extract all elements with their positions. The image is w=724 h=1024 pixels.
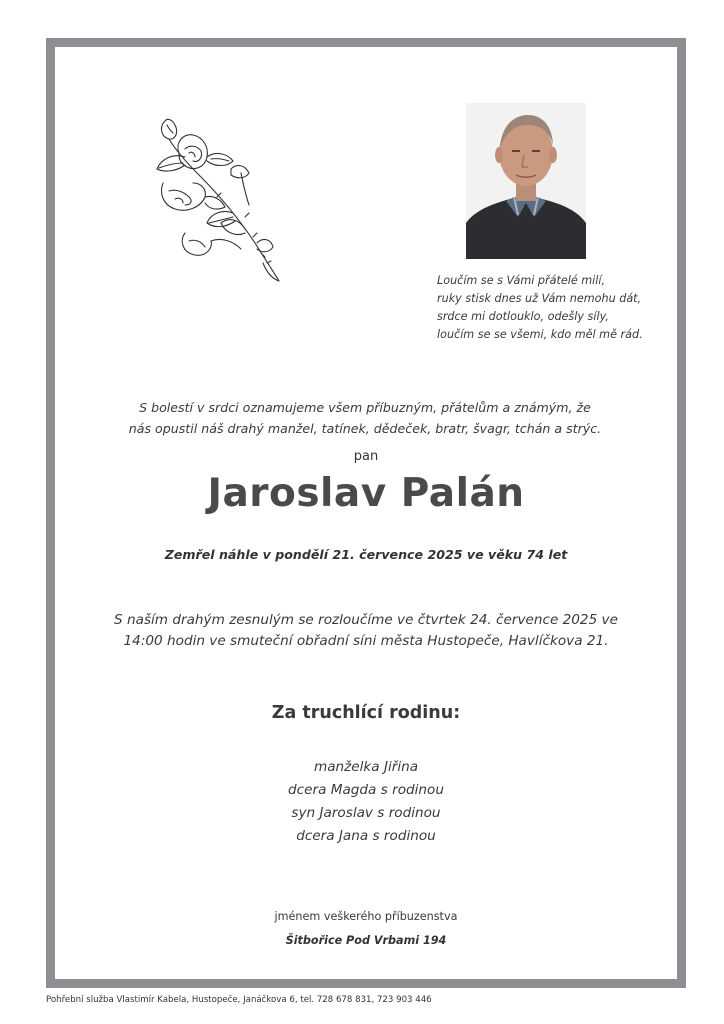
poem-line: loučím se se všemi, kdo měl mě rád. — [437, 328, 643, 341]
deceased-name: Jaroslav Palán — [207, 471, 525, 516]
poem-line: Loučím se s Vámi přátelé milí, — [437, 274, 606, 287]
family-list — [55, 756, 677, 848]
announcement-text — [115, 397, 615, 439]
death-notice: Zemřel náhle v pondělí 21. července 2025 ve věku 74 let — [164, 547, 568, 562]
rose-illustration-icon — [145, 113, 293, 285]
family-heading: Za truchlící rodinu: — [271, 703, 461, 723]
family-member: dcera Magda s rodinou — [288, 782, 444, 798]
ceremony-info — [95, 610, 637, 652]
farewell-poem — [437, 272, 667, 344]
family-member: manželka Jiřina — [313, 759, 419, 775]
ceremony-line: S naším drahým zesnulým se rozloučíme ve čtvrtek 24. července 2025 ve — [114, 612, 618, 628]
announcement-line: nás opustil náš drahý manžel, tatínek, dědeček, bratr, švagr, tchán a strýc. — [128, 421, 602, 436]
notice-frame — [46, 38, 686, 988]
funeral-service-footer: Pohřební služba Vlastimír Kabela, Hustopeče, Janáčkova 6, tel. 728 678 831, 723 903 446 — [46, 995, 432, 1005]
poem-line: srdce mi dotlouklo, odešly síly, — [437, 310, 609, 323]
on-behalf-text: jménem veškerého příbuzenstva — [274, 910, 458, 923]
family-member: syn Jaroslav s rodinou — [291, 805, 441, 821]
honorific: pan — [353, 449, 379, 464]
poem-line: ruky stisk dnes už Vám nemohu dát, — [437, 292, 642, 305]
portrait-photo — [466, 103, 586, 259]
family-member: dcera Jana s rodinou — [296, 828, 436, 844]
family-address: Šitbořice Pod Vrbami 194 — [285, 934, 447, 947]
ceremony-line: 14:00 hodin ve smuteční obřadní síni města Hustopeče, Havlíčkova 21. — [123, 633, 609, 649]
announcement-line: S bolestí v srdci oznamujeme všem příbuzným, přátelům a známým, že — [139, 400, 591, 415]
